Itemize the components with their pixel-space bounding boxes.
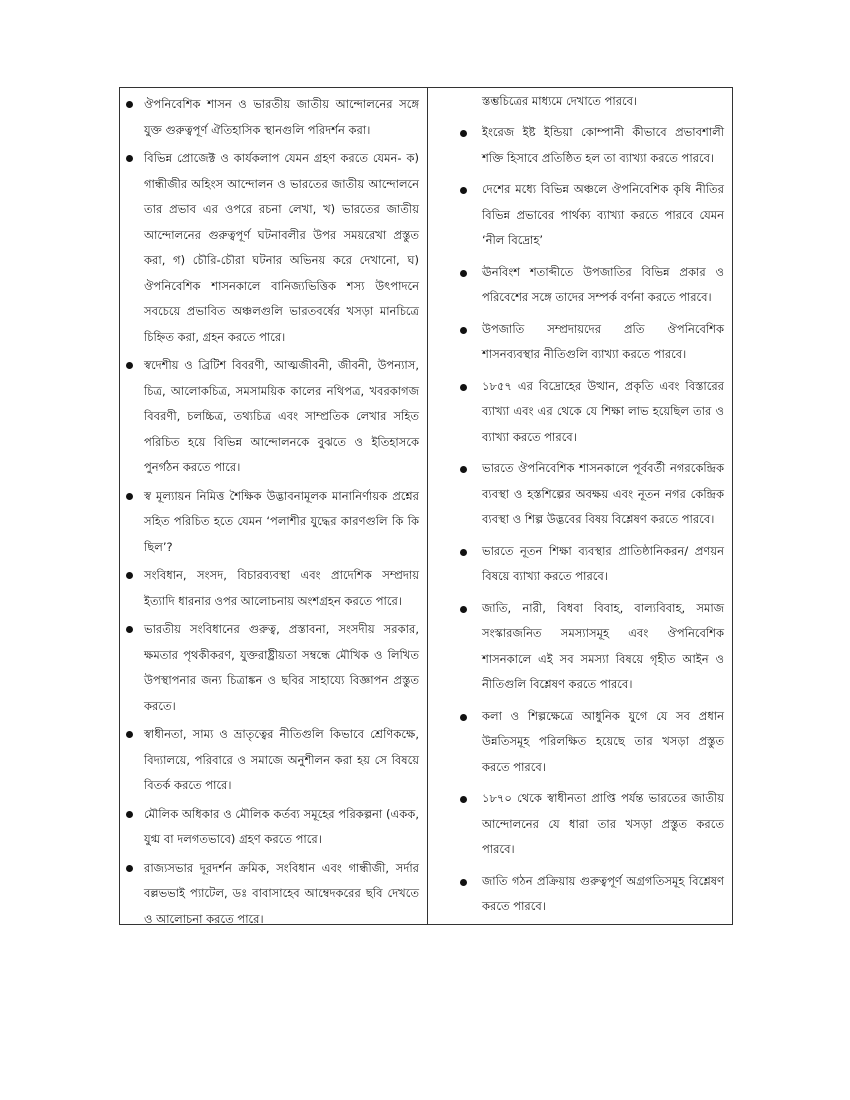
- left-list-item: [124, 484, 419, 561]
- bullet-icon: [460, 606, 467, 613]
- right-list-item-text: ভারতে ঔপনিবেশিক শাসনকালে পূর্ববর্তী নগরকেন্দ্রিক ব্যবস্থা ও হস্তশিল্পের অবক্ষয় এবং নূতন নগর কেন্দ্রিক ব্যবস্থা ও শিল্প উদ্ভবের বিষয় বিশ্লেষণ করতে পারবে।: [482, 461, 724, 526]
- left-list-item-text: স্বাধীনতা, সাম্য ও ভ্রাতৃত্বের নীতিগুলি কিভাবে শ্রেণিকক্ষে, বিদ্যালয়ে, পরিবারে ও সমাজে অনুশীলন করা হয় সে বিষয়ে বিতর্ক করতে পারে।: [144, 727, 419, 792]
- left-list-item: [124, 92, 419, 143]
- bullet-icon: [126, 731, 133, 738]
- right-list-item-text: ঊনবিংশ শতাব্দীতে উপজাতির বিভিন্ন প্রকার ও পরিবেশের সঙ্গে তাদের সম্পর্ক বর্ণনা করতে পারবে।: [482, 264, 724, 304]
- right-column: [428, 88, 732, 926]
- left-list-item-text: বিভিন্ন প্রোজেক্ট ও কার্যকলাপ যেমন গ্রহণ করতে যেমন- ক) গান্ধীজীর অহিংস আন্দোলন ও ভারতের জাতীয় আন্দোলনে তার প্রভাব এর ওপরে রচনা লেখা, খ) ভারতের জাতীয় আন্দোলনের গুরুত্বপূর্ণ ঘটনাবলীর উপর সময়রেখা প্রস্তুত করা, গ) চৌরি-চৌরা ঘটনার অভিনয় করে দেখানো, ঘ) ঔপনিবেশিক শাসনকালে বানিজ্যভিত্তিক শস্য উৎপাদনে সবচেয়ে প্রভাবিত অঞ্চলগুলি ভারতবর্ষের খসড়া মানচিত্রে চিহ্নিত করা, গ্রহন করতে পারে।: [144, 151, 419, 344]
- bullet-icon: [460, 187, 467, 194]
- bullet-icon: [126, 572, 133, 579]
- left-list-item: [124, 353, 419, 481]
- right-list-item-text: ইংরেজ ইষ্ট ইন্ডিয়া কোম্পানী কীভাবে প্রভাবশালী শক্তি হিসাবে প্রতিষ্ঠিত হল তা ব্যাখ্যা করতে পারবে।: [482, 125, 724, 165]
- right-list-item-text: জাতি গঠন প্রক্রিয়ায় গুরুত্বপূর্ণ অগ্রগতিসমূহ বিশ্লেষণ করতে পারবে।: [482, 873, 724, 913]
- right-list-item-text: উপজাতি সম্প্রদায়দের প্রতি ঔপনিবেশিক শাসনব্যবস্থার নীতিগুলি ব্যাখ্যা করতে পারবে।: [482, 321, 724, 361]
- right-list-item-text: কলা ও শিল্পক্ষেত্রে আধুনিক যুগে যে সব প্রধান উন্নতিসমূহ পরিলক্ষিত হয়েছে তার খসড়া প্রস্তুত করতে পারবে।: [482, 708, 724, 774]
- bullet-icon: [460, 549, 467, 556]
- left-list-item: [124, 563, 419, 614]
- bullet-icon: [460, 270, 467, 277]
- bullet-icon: [126, 493, 133, 500]
- right-list-item-text: ১৮৭০ থেকে স্বাধীনতা প্রাপ্তি পর্যন্ত ভারতের জাতীয় আন্দোলনের যে ধারা তার খসড়া প্রস্তুত করতে পারবে।: [482, 791, 724, 856]
- left-list-item-text: মৌলিক অধিকার ও মৌলিক কর্তব্য সমূহের পরিকল্পনা (একক, যুগ্ম বা দলগতভাবে) গ্রহণ করতে পারে।: [144, 806, 419, 846]
- bullet-icon: [126, 155, 133, 162]
- bullet-icon: [460, 796, 467, 803]
- bullet-icon: [460, 327, 467, 334]
- right-list-item: [458, 374, 724, 451]
- left-list-item: [124, 617, 419, 719]
- bullet-icon: [460, 384, 467, 391]
- right-list-item-text: ১৮৫৭ এর বিদ্রোহের উত্থান, প্রকৃতি এবং বিস্তারের ব্যাখ্যা এবং এর থেকে যে শিক্ষা লাভ হয়েছিল তার ও ব্যাখ্যা করতে পারবে।: [482, 378, 724, 444]
- left-list-item: [124, 856, 419, 933]
- left-list-item-text: সংবিধান, সংসদ, বিচারব্যবস্থা এবং প্রাদেশিক সম্প্রদায় ইত্যাদি ধারনার ওপর আলোচনায় অংশগ্রহন করতে পারে।: [144, 568, 419, 608]
- bullet-icon: [126, 865, 133, 872]
- right-list-item: [458, 869, 724, 920]
- left-list-item-text: ভারতীয় সংবিধানের গুরুত্ব, প্রস্তাবনা, সংসদীয় সরকার, ক্ষমতার পৃথকীকরণ, যুক্তরাষ্ট্রীয়তা সম্বন্ধে মৌখিক ও লিখিত উপস্থাপনার জন্য চিত্রাঙ্কন ও ছবির সাহায্যে বিজ্ঞাপন প্রস্তুত করতে।: [144, 622, 419, 713]
- right-continuation-text: স্তম্ভচিত্রের মাধ্যমে দেখাতে পারবে।: [482, 94, 638, 108]
- left-list-item-text: রাজ্যসভার দূরদর্শন ক্রমিক, সংবিধান এবং গান্ধীজী, সর্দার বল্লভভাই প্যাটেল, ডঃ বাবাসাহেব আম্বেদকরের ছবি দেখতে ও আলোচনা করতে পারে।: [144, 860, 419, 926]
- left-bullet-list: [124, 92, 419, 932]
- left-list-item: [124, 146, 419, 350]
- bullet-icon: [460, 714, 467, 721]
- left-list-item: [124, 802, 419, 853]
- bullet-icon: [460, 130, 467, 137]
- bullet-icon: [460, 466, 467, 473]
- left-list-item-text: স্ব মূল্যায়ন নিমিত্ত শৈক্ষিক উদ্ভাবনামূলক মানানির্ণায়ক প্রশ্নের সহিত পরিচিত হতে যেমন ‘পলাশীর যুদ্ধের কারণগুলি কি কি ছিল’?: [144, 488, 419, 554]
- left-column: [120, 88, 427, 935]
- left-list-item-text: স্বদেশীয় ও ব্রিটিশ বিবরণী, আত্মজীবনী, জীবনী, উপন্যাস, চিত্র, আলোকচিত্র, সমসাময়িক কালের নথিপত্র, খবরকাগজ বিবরণী, চলচ্চিত্র, তথ্যচিত্র এবং সাম্প্রতিক লেখার সহিত পরিচিত হয়ে বিভিন্ন আন্দোলনকে বুঝতে ও ইতিহাসকে পুনর্গঠন করতে পারে।: [144, 358, 419, 474]
- right-list-item-text: জাতি, নারী, বিধবা বিবাহ, বাল্যবিবাহ, সমাজ সংস্কারজনিত সমস্যাসমূহ এবং ঔপনিবেশিক শাসনকালে এই সব সমস্যা বিষয়ে গৃহীত আইন ও নীতিগুলি বিশ্লেষণ করতে পারবে।: [482, 600, 724, 691]
- bullet-icon: [126, 626, 133, 633]
- right-list-item: [458, 456, 724, 533]
- right-list-item: [458, 596, 724, 698]
- right-list-item: [458, 177, 724, 254]
- right-list-item: [458, 786, 724, 863]
- bullet-icon: [126, 362, 133, 369]
- bullet-icon: [126, 101, 133, 108]
- right-list-item: [458, 704, 724, 781]
- right-list-item: [458, 317, 724, 368]
- right-list-item: [458, 260, 724, 311]
- bullet-icon: [460, 879, 467, 886]
- right-list-item: [458, 120, 724, 171]
- right-list-item-text: দেশের মধ্যে বিভিন্ন অঞ্চলে ঔপনিবেশিক কৃষি নীতির বিভিন্ন প্রভাবের পার্থক্য ব্যাখ্যা করতে পারবে যেমন ‘নীল বিদ্রোহ’: [482, 182, 724, 247]
- right-list-item: [458, 539, 724, 590]
- learning-outcomes-table: [119, 87, 733, 925]
- right-list-item-text: ভারতে নূতন শিক্ষা ব্যবস্থার প্রাতিষ্ঠানিকরন/ প্রণয়ন বিষয়ে ব্যাখ্যা করতে পারবে।: [482, 543, 724, 583]
- bullet-icon: [126, 811, 133, 818]
- left-list-item-text: ঔপনিবেশিক শাসন ও ভারতীয় জাতীয় আন্দোলনের সঙ্গে যুক্ত গুরুত্বপূর্ণ ঐতিহাসিক স্থানগুলি পরিদর্শন করা।: [144, 97, 419, 137]
- left-list-item: [124, 722, 419, 799]
- right-bullet-list: [458, 120, 724, 920]
